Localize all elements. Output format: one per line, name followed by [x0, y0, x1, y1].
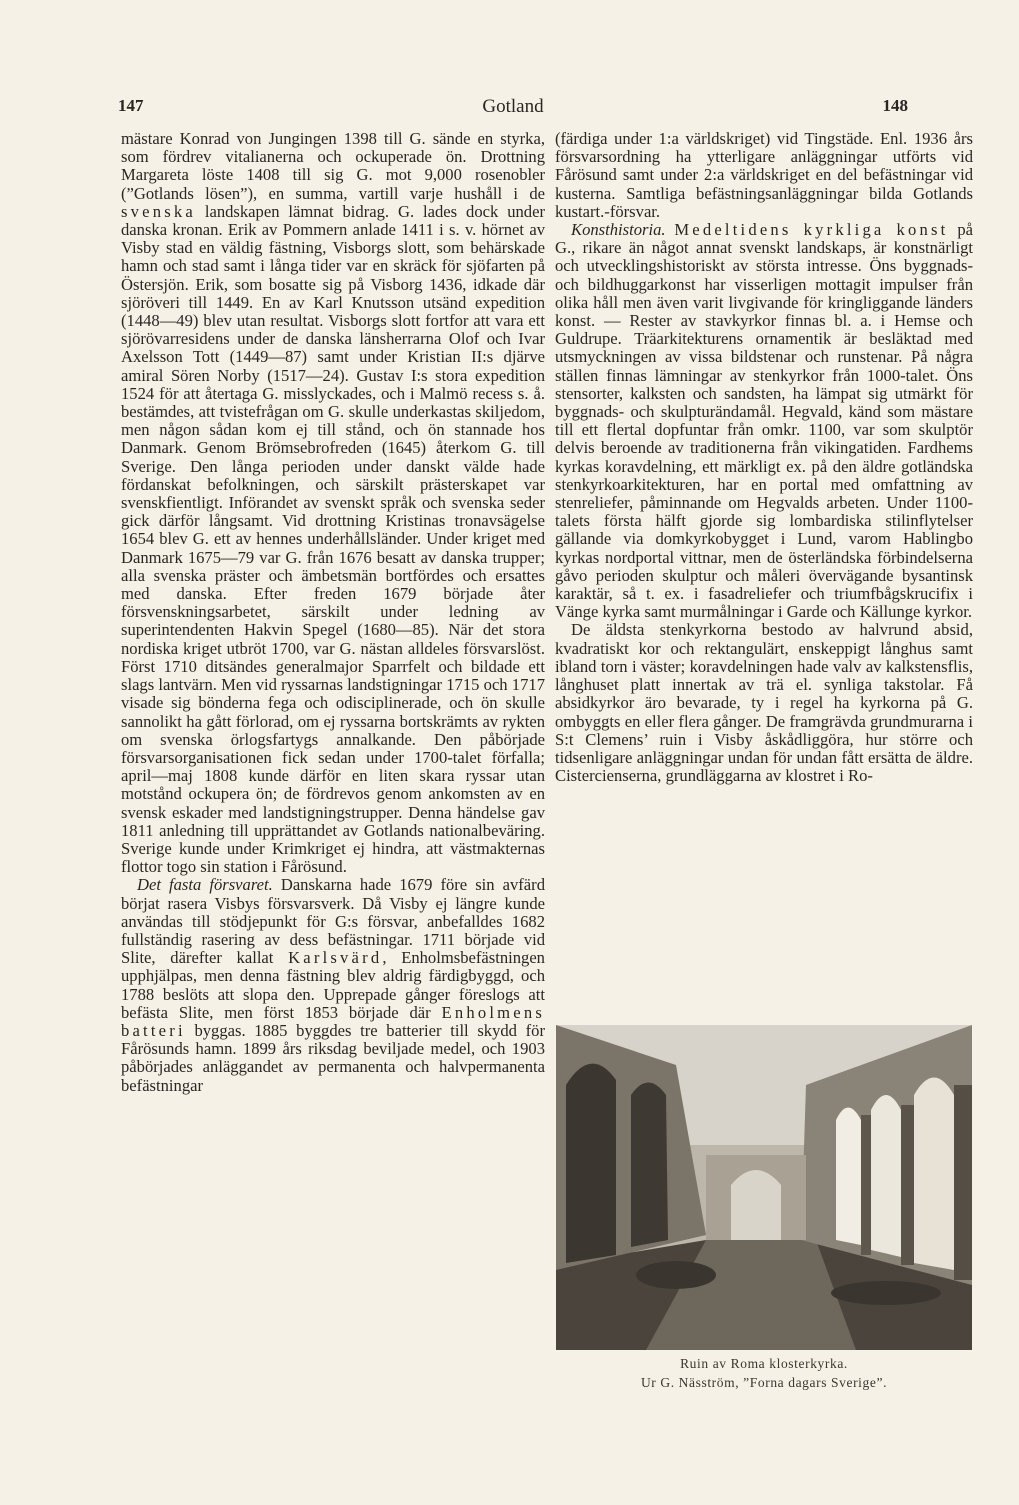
spaced-word: svenska [121, 201, 196, 221]
running-title: Gotland [482, 96, 544, 117]
page-number-right: 148 [882, 96, 908, 115]
page-header [118, 96, 908, 124]
paragraph-defense-cont: (färdiga under 1:a världskriget) vid Tingstäde. Enl. 1936 års försvarsordning ha ytterligare anläggningar utförts vid Fårösund samt under 2:a världskriget en del befästningar vid kusterna. Samtliga befästningsanläggningar bilda Gotlands kustart.-försvar. [555, 129, 973, 221]
right-column [555, 130, 973, 785]
figure-caption-title: Ruin av Roma klosterkyrka. [680, 1356, 848, 1371]
paragraph-stone-churches: De äldsta stenkyrkorna bestodo av halvrund absid, kvadratiskt kor och rektangulärt, enskeppigt långhus samt ibland torn i väster; koravdelningen hade valv av kalkstensflis, långhuset platt innertak av trä el. synliga takstolar. Få absidkyrkor äro bevarade, ty i regel ha kyrkorna på G. ombyggts en eller flera gånger. De framgrävda grundmurarna i S:t Clemens’ ruin i Visby åskådliggöra, hur större och tidsenligare anläggningar undan för undan fått ersätta de äldre. Cistercienserna, grundläggarna av klostret i Ro- [555, 620, 973, 786]
spaced-word: Karlsvärd [288, 948, 383, 968]
ruin-photo-illustration [556, 1025, 972, 1350]
section-heading-defense: Det fasta försvaret. [137, 875, 273, 895]
left-column [121, 130, 545, 1095]
figure-caption-source: Ur G. Näsström, ”Forna dagars Sverige”. [640, 1375, 888, 1390]
paragraph-art-history: Konsthistoria. Medeltidens kyrkliga konst på G., rikare än något annat svenskt landskaps, är konstnärligt och utvecklingshistoriskt av största intresse. Öns byggnads- och bildhuggarkonst har visserligen mottagit impulser från olika håll men även varit livgivande för kringliggande länders konst. — Rester av stavkyrkor finnas bl. a. i Hemse och Guldrupe. Träarkitekturens ornamentik är besläktad med utsmyckningen av vissa bildstenar och runstenar. På några ställen finnas lämningar av stenkyrkor från 1000-talet. Öns stensorter, kalksten och sandsten, ha lämpat sig utmärkt för byggnads- och skulpturändamål. Hegvald, känd som mästare till ett flertal dopfuntar från omkr. 1100, var som skulptör delvis beroende av traditionerna från vikingatiden. Fardhems kyrkas koravdelning, ett märkligt ex. på den äldre gotländska stenkyrkoarkitekturen, har en portal med omfattning av stenreliefer, påminnande om Hegvalds arbeten. Under 1100-talets första hälft gjorde sig lombardiska stilinflytelser gällande via domkyrkobygget i Lund, varom Hablingbo kyrkas nordportal vittnar, men de österländska förbindelserna gåvo perioden skulptur och måleri övervägande bysantinsk karaktär, så t. ex. i fasadreliefer och triumfbågskrucifix i Vänge kyrka samt murmålningar i Garde och Källunge kyrkor. [555, 220, 973, 622]
paragraph-defense: Det fasta försvaret. Danskarna hade 1679 före sin avfärd börjat rasera Visbys försvarsverk. Då Visby ej längre kunde användas till stödjepunkt för G:s försvar, anbefalldes 1682 fullständig rasering av dess befästningar. 1711 började vid Slite, därefter kallat Karlsvärd, Enholmsbefästningen upphjälpas, men denna fästning blev aldrig färdigbyggd, och 1788 beslöts att slopa den. Upprepade gånger föreslogs att befästa Slite, men först 1853 började där Enholmens batteri byggas. 1885 byggdes tre batterier till skydd för Fårösunds hamn. 1899 års riksdag beviljade medel, och 1903 påbörjades anläggandet av permanenta och halvpermanenta befästningar [121, 875, 545, 1095]
spaced-word: Enholmens batteri [121, 1002, 545, 1040]
ruin-photograph [556, 1025, 972, 1350]
spaced-word: Medeltidens kyrkliga konst [674, 220, 949, 240]
section-heading-art: Konsthistoria. [571, 220, 666, 240]
page-number-left: 147 [118, 96, 144, 115]
paragraph-history: mästare Konrad von Jungingen 1398 till G. sände en styrka, som fördrev vitalianerna och ockuperade ön. Drottning Margareta löste 1408 till sig G. mot 9,000 rosenobler (”Gotlands lösen”), en summa, vartill varje hushåll i de svenska landskapen lämnat bidrag. G. lades dock under danska kronan. Erik av Pommern anlade 1411 i s. v. hörnet av Visby stad en väldig fästning, Visborgs slott, som behärskade hamn och stad samt i långa tider var en skräck för sjöfarten på Östersjön. Erik, som bosatte sig på Visborg 1436, idkade där sjöröveri till 1449. En av Karl Knutsson utsänd expedition (1448—49) blev utan resultat. Visborgs slott fortfor att vara ett sjörövarresidens under de danska länsherrarna Olof och Ivar Axelsson Tott (1449—87) samt under Kristian II:s djärve amiral Sören Norby (1517—24). Gustav I:s stora expedition 1524 för att återtaga G. misslyckades, och i Malmö recess s. å. bestämdes, att tvistefrågan om G. skulle underkastas skiljedom, men någon sådan kom ej till stånd, och ön stannade hos Danmark. Genom Brömsebrofreden (1645) återkom G. till Sverige. Den långa perioden under danskt välde hade fördanskat befolkningen, och särskilt prästerskapet var svenskfientligt. Införandet av svenskt språk och svenska seder gick därför långsamt. Vid drottning Kristinas tronavsägelse 1654 blev G. ett av hennes underhållsländer. Under kriget med Danmark 1675—79 var G. från 1676 besatt av danska trupper; alla svenska präster och ämbetsmän bortfördes och ersattes med danska. Efter freden 1679 började åter försvenskningsarbetet, särskilt under ledning av superintendenten Hakvin Spegel (1680—85). När det stora nordiska kriget utbröt 1700, var G. nästan alldeles försvarslöst. Först 1710 ditsändes generalmajor Sparrfelt och bildade ett slags lantvärn. Men vid ryssarnas landstigningar 1715 och 1717 visade sig bönderna fega och odisciplinerade, och ön skulle sannolikt ha gått förlorad, om ej ryssarna bortskrämts av rykten om svenska örlogsfartygs annalkande. Den påbörjade försvarsorganisationen fick sedan under 1700-talet förfalla; april—maj 1808 kunde därför en liten skara ryssar utan motstånd ockupera ön; de fördrevos genom ankomsten av en svensk eskader med landstigningstrupper. Denna händelse gav 1811 anledning till upprättandet av Gotlands nationalbeväring. Sverige kunde under Krimkriget ej hindra, att västmakternas flottor togo sin station i Fårösund. [121, 129, 545, 877]
